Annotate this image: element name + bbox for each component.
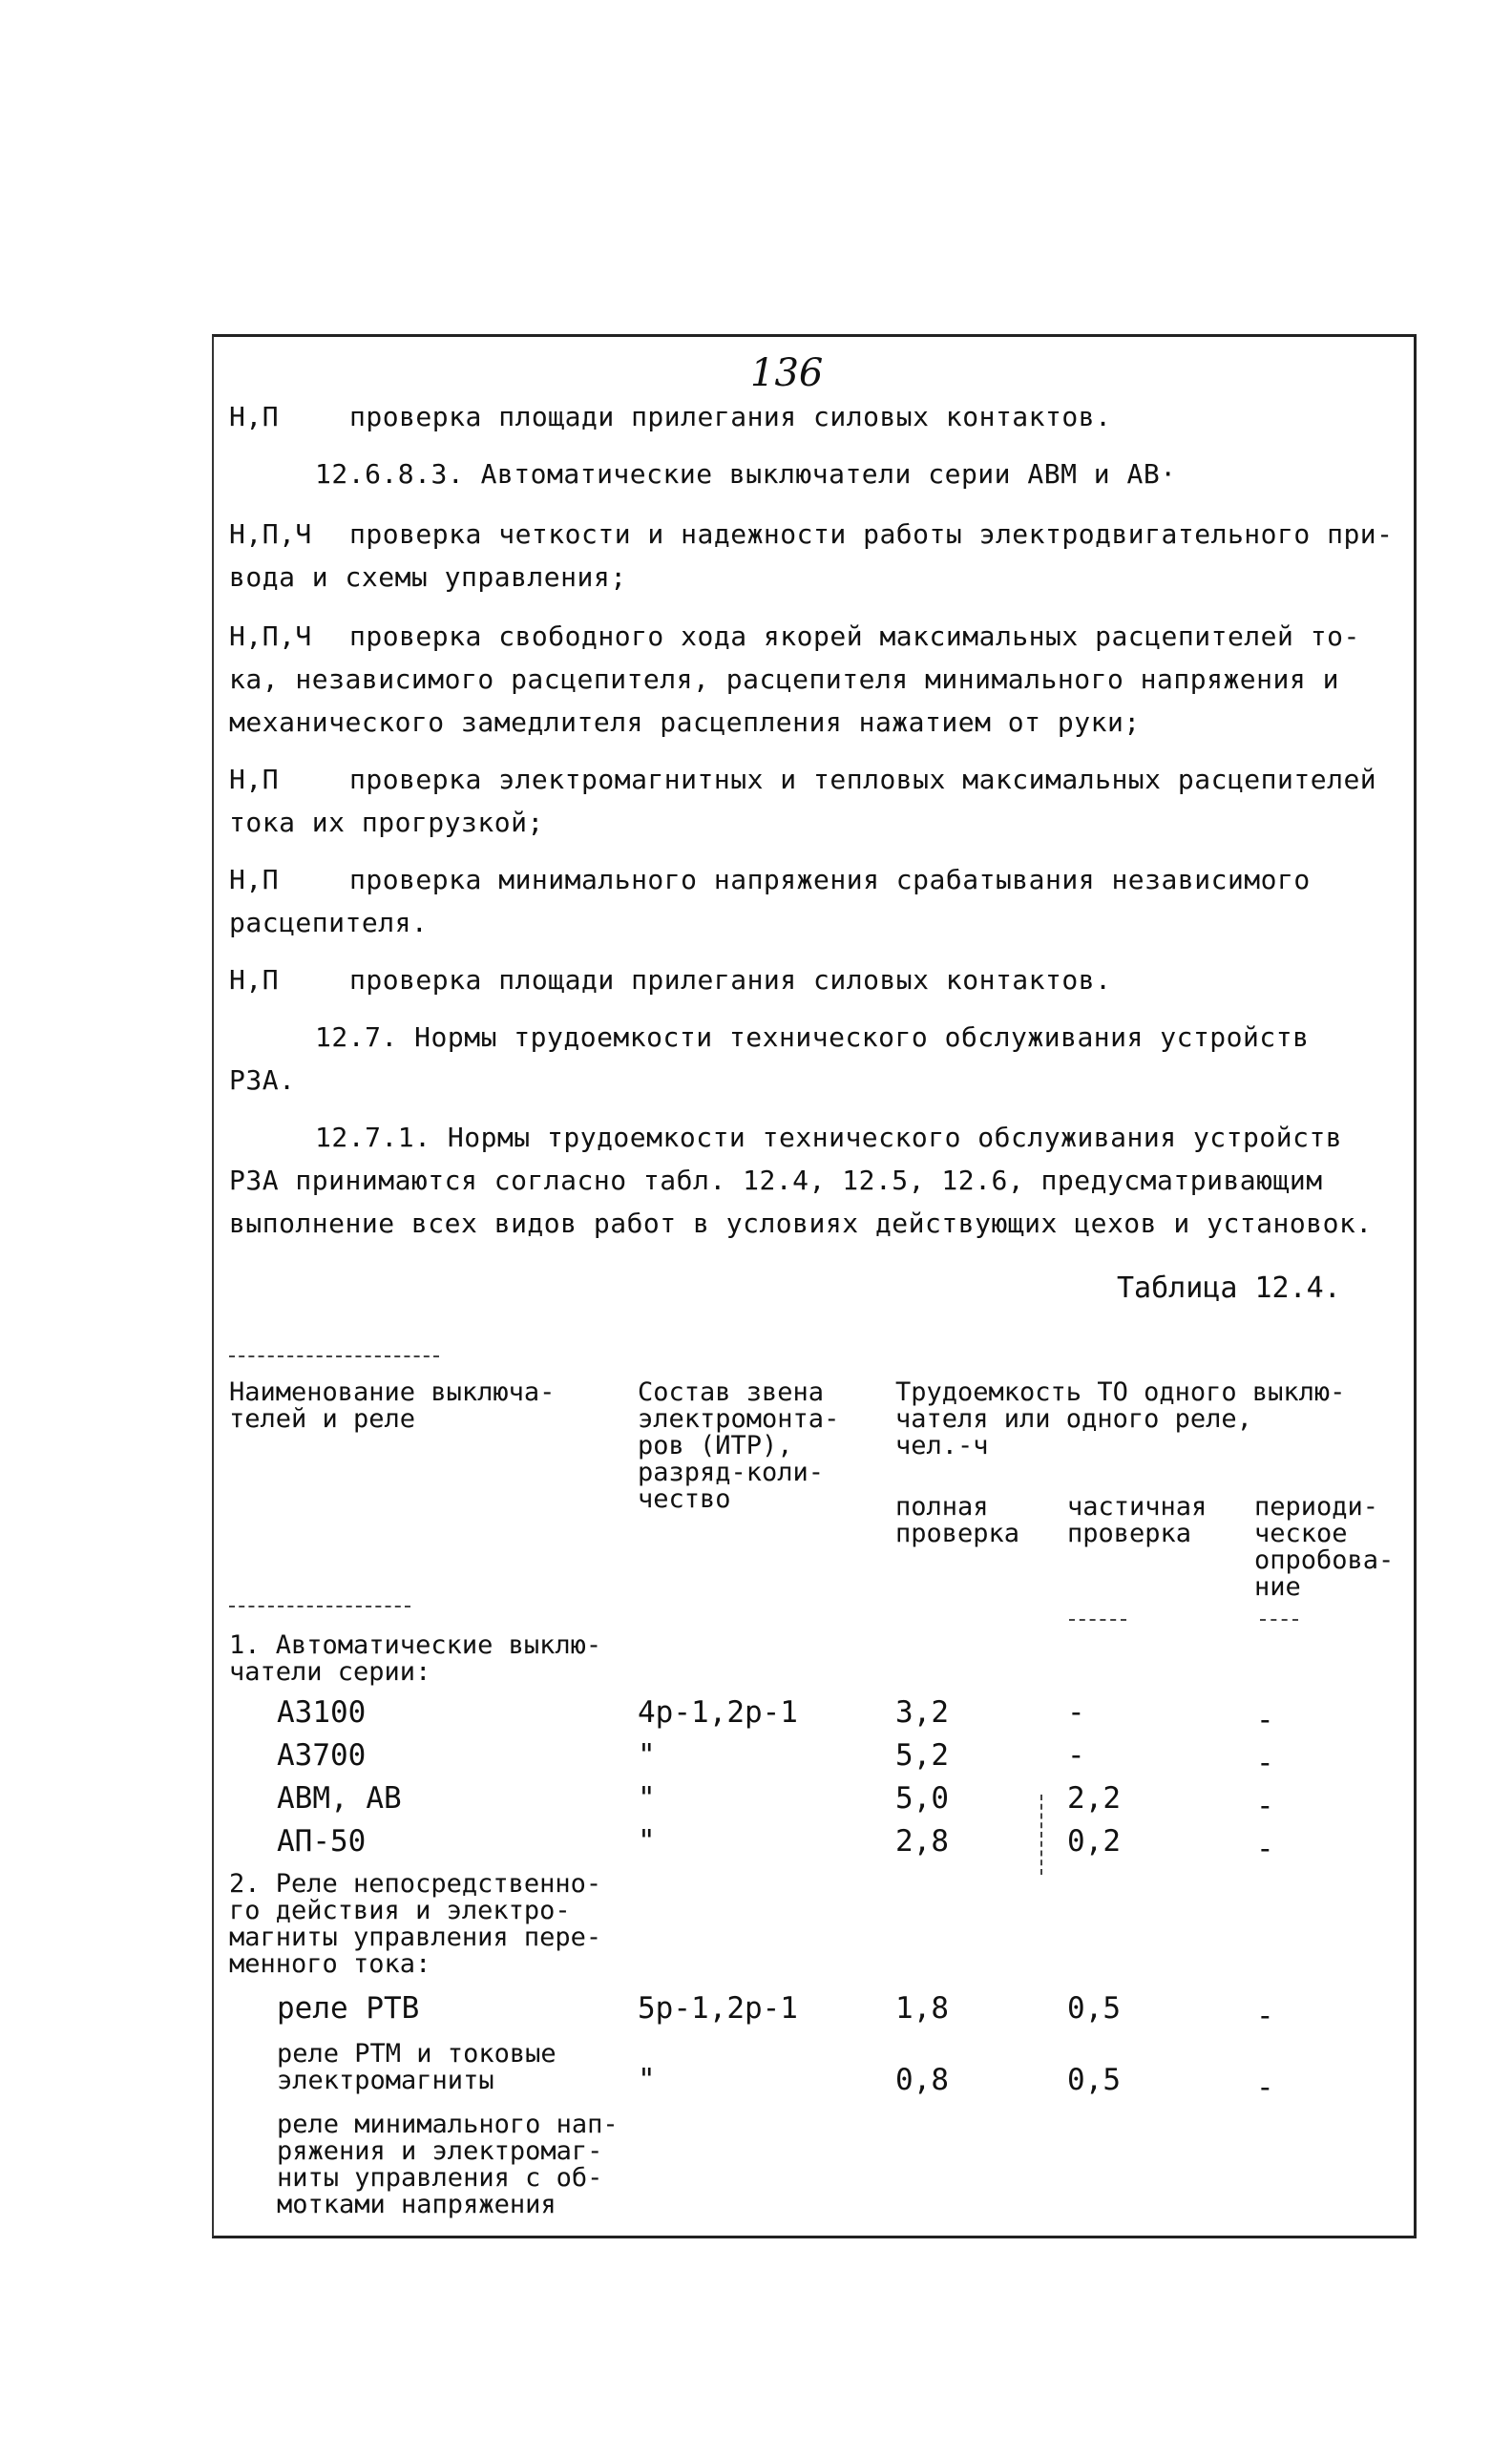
table-rule xyxy=(1069,1619,1126,1621)
row-full: 0,8 xyxy=(895,2063,949,2097)
section-heading: 12.6.8.3. Автоматические выключатели серии АВМ и АВ· xyxy=(315,458,1177,490)
line-text: проверка четкости и надежности работы электродвигательного при- xyxy=(349,518,1394,550)
row-name-line: реле РТМ и токовые xyxy=(277,2039,556,2069)
text-line xyxy=(229,864,1311,895)
row-name: А3100 xyxy=(277,1695,367,1730)
header-line: полная xyxy=(895,1492,989,1522)
row-crew: " xyxy=(638,1824,656,1859)
row-name-line: электромагниты xyxy=(277,2066,494,2095)
header-line: Наименование выключа- xyxy=(229,1377,556,1407)
paragraph-line: РЗА принимаются согласно табл. 12.4, 12.5, 12.6, предусматривающим xyxy=(229,1165,1323,1196)
header-line: чество xyxy=(638,1484,731,1514)
text-line xyxy=(229,964,1111,996)
header-line: Состав звена xyxy=(638,1377,825,1407)
header-line: чателя или одного реле, xyxy=(895,1404,1252,1434)
header-line: разряд-коли- xyxy=(638,1458,825,1487)
row-name: реле РТВ xyxy=(277,1991,420,2026)
line-code: Н,П xyxy=(229,864,280,895)
section-line: 1. Автоматические выклю- xyxy=(229,1630,602,1660)
text-line: ка, независимого расцепителя, расцепителя минимального напряжения и xyxy=(229,663,1339,695)
row-name xyxy=(277,2041,556,2094)
text-line xyxy=(229,764,1376,795)
line-text: проверка минимального напряжения срабатывания независимого xyxy=(349,864,1311,895)
table-rule xyxy=(1040,1795,1042,1875)
line-code: Н,П xyxy=(229,964,280,996)
row-full: 5,0 xyxy=(895,1781,949,1816)
row-crew: " xyxy=(638,2063,656,2097)
table-rule xyxy=(229,1606,410,1607)
text-line: тока их прогрузкой; xyxy=(229,807,544,838)
header-line: опробова- xyxy=(1254,1545,1395,1575)
row-periodic: - xyxy=(1256,1746,1274,1780)
text-line: вода и схемы управления; xyxy=(229,561,627,593)
row-crew: 4р-1,2р-1 xyxy=(638,1695,798,1730)
header-name xyxy=(229,1379,555,1433)
line-code: Н,П,Ч xyxy=(229,518,312,550)
header-crew xyxy=(638,1379,839,1513)
row-full: 3,2 xyxy=(895,1695,949,1730)
section-line: 2. Реле непосредственно- xyxy=(229,1869,602,1899)
row-full: 1,8 xyxy=(895,1991,949,2026)
text-line: РЗА. xyxy=(229,1064,296,1096)
header-line: электромонта- xyxy=(638,1404,840,1434)
header-line: частичная xyxy=(1067,1492,1208,1522)
row-partial: 0,5 xyxy=(1067,1991,1121,2026)
section-label xyxy=(229,1871,601,1978)
section-line: чатели серии: xyxy=(229,1657,431,1687)
header-line: ние xyxy=(1254,1572,1301,1602)
header-line: проверка xyxy=(895,1519,1020,1548)
row-partial: - xyxy=(1067,1738,1085,1773)
header-line: Трудоемкость ТО одного выклю- xyxy=(895,1377,1346,1407)
line-text: проверка площади прилегания силовых контактов. xyxy=(349,964,1112,996)
line-text: проверка площади прилегания силовых контактов. xyxy=(349,401,1112,432)
section-line: го действия и электро- xyxy=(229,1896,571,1925)
row-partial: 2,2 xyxy=(1067,1781,1121,1816)
row-name-line: ряжения и электромаг- xyxy=(277,2136,603,2166)
row-partial: 0,5 xyxy=(1067,2063,1121,2097)
row-crew: " xyxy=(638,1738,656,1773)
header-line: периоди- xyxy=(1254,1492,1379,1522)
row-partial: 0,2 xyxy=(1067,1824,1121,1859)
row-crew: 5р-1,2р-1 xyxy=(638,1991,798,2026)
header-periodic-test xyxy=(1254,1494,1394,1601)
row-periodic: - xyxy=(1256,1703,1274,1737)
section-line: менного тока: xyxy=(229,1949,431,1979)
header-line: ров (ИТР), xyxy=(638,1431,793,1460)
row-name-line: ниты управления с об- xyxy=(277,2163,603,2193)
row-periodic: - xyxy=(1256,2070,1274,2105)
row-name xyxy=(277,2111,619,2218)
row-name: АП-50 xyxy=(277,1824,367,1859)
row-full: 2,8 xyxy=(895,1824,949,1859)
row-full: 5,2 xyxy=(895,1738,949,1773)
page-number: 136 xyxy=(750,351,824,395)
line-code: Н,П xyxy=(229,764,280,795)
row-name: А3700 xyxy=(277,1738,367,1773)
row-crew: " xyxy=(638,1781,656,1816)
section-line: магниты управления пере- xyxy=(229,1922,602,1952)
line-text: проверка свободного хода якорей максимальных расцепителей то- xyxy=(349,620,1360,652)
line-code: Н,П xyxy=(229,401,280,432)
header-line: чел.-ч xyxy=(895,1431,989,1460)
section-heading: 12.7. Нормы трудоемкости технического обслуживания устройств xyxy=(315,1021,1310,1053)
text-line xyxy=(229,518,1394,550)
row-name-line: мотками напряжения xyxy=(277,2190,556,2219)
row-name-line: реле минимального нап- xyxy=(277,2110,619,2139)
text-line: расцепителя. xyxy=(229,907,429,938)
row-periodic: - xyxy=(1256,1832,1274,1866)
row-periodic: - xyxy=(1256,1789,1274,1823)
header-line: ческое xyxy=(1254,1519,1348,1548)
text-line xyxy=(229,401,1111,432)
section-label xyxy=(229,1632,601,1686)
table-rule xyxy=(1260,1619,1298,1621)
line-code: Н,П,Ч xyxy=(229,620,312,652)
header-line: проверка xyxy=(1067,1519,1192,1548)
header-labor xyxy=(895,1379,1345,1460)
row-name: АВМ, АВ xyxy=(277,1781,402,1816)
text-line: механического замедлителя расцепления нажатием от руки; xyxy=(229,706,1141,738)
paragraph-line: выполнение всех видов работ в условиях действующих цехов и установок. xyxy=(229,1208,1373,1239)
table-caption: Таблица 12.4. xyxy=(1117,1271,1341,1305)
header-partial-check xyxy=(1067,1494,1207,1547)
row-periodic: - xyxy=(1256,1999,1274,2033)
header-line: телей и реле xyxy=(229,1404,416,1434)
text-line xyxy=(229,620,1360,652)
paragraph-line: 12.7.1. Нормы трудоемкости технического обслуживания устройств xyxy=(315,1122,1343,1153)
table-rule xyxy=(229,1355,439,1357)
header-full-check xyxy=(895,1494,1019,1547)
row-partial: - xyxy=(1067,1695,1085,1730)
line-text: проверка электромагнитных и тепловых максимальных расцепителей xyxy=(349,764,1377,795)
